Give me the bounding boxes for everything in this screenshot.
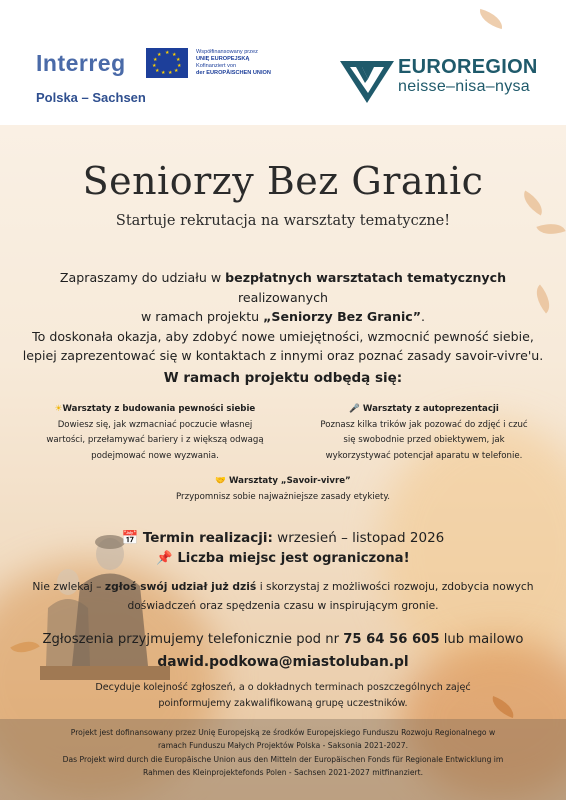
intro-text: . [421, 309, 426, 324]
workshop-confidence [40, 402, 270, 464]
workshop-desc: wartości, przełamywać bariery i z większą odwagą [46, 435, 264, 445]
workshop-title-text: Warsztaty „Savoir-vivre” [229, 476, 351, 486]
eu-text-line: der EUROPÄISCHEN UNION [196, 70, 271, 76]
sun-icon: ☀ [54, 404, 63, 414]
workshop-desc: wykorzystywać potencjał aparatu w telefonie. [325, 450, 523, 461]
selection-note [70, 680, 496, 712]
page-title: Seniorzy Bez Granic [82, 159, 484, 203]
eu-text-line: Współfinansowany przez [196, 49, 258, 55]
interreg-region: Polska – Sachsen [36, 90, 146, 105]
workshop-desc: Dowiesz się, jak wzmacniać poczucie własnej [57, 419, 253, 430]
phone-number[interactable]: 75 64 56 605 [343, 632, 440, 647]
contact-text: lub mailowo [439, 632, 524, 647]
workshop-title [300, 402, 548, 418]
selection-note-line: Decyduje kolejność zgłoszeń, a o dokładnych terminach poszczególnych zajęć [95, 682, 471, 693]
workshop-desc: Przypomnisz sobie najważniejsze zasady etykiety. [176, 491, 390, 502]
funding-note [18, 726, 548, 780]
eu-text-line: UNIĘ EUROPEJSKĄ [196, 56, 250, 62]
intro-line: lepiej zaprezentować się w kontaktach z innymi oraz poznać zasady savoir-vivre'u. [22, 348, 544, 363]
euroregion-subtitle: neisse–nisa–nysa [398, 78, 530, 95]
workshop-desc: się swobodnie przed obiektywem, jak [343, 435, 505, 445]
interreg-logo: Interreg [36, 50, 126, 76]
places-text: Liczba miejsc jest ograniczona! [177, 551, 410, 566]
funding-line: Projekt jest dofinansowany przez Unię Europejską ze środków Europejskiego Funduszu Rozwoju Regionalnego w [70, 728, 496, 737]
workshop-savoir-vivre [120, 474, 446, 505]
microphone-icon: 🎤 [349, 404, 360, 414]
intro-text: w ramach projektu [140, 309, 264, 324]
workshop-title [40, 402, 270, 418]
intro-paragraph [20, 268, 546, 366]
workshops-heading: W ramach projektu odbędą się: [163, 370, 403, 386]
intro-line [20, 268, 546, 307]
cta-text: Nie zwlekaj – [32, 580, 105, 593]
cta-text: i skorzystaj z możliwości rozwoju, zdobycia nowych [256, 580, 534, 593]
selection-note-line: poinformujemy zakwalifikowaną grupę uczestników. [158, 698, 408, 709]
euroregion-logo-icon [340, 57, 394, 103]
email-address[interactable]: dawid.podkowa@miastoluban.pl [157, 654, 409, 670]
workshop-title-text: Warsztaty z budowania pewności siebie [62, 404, 256, 414]
term-label: Termin realizacji: [142, 530, 273, 546]
workshop-selfpresentation [300, 402, 548, 464]
intro-line: To doskonała okazja, aby zdobyć nowe umiejętności, wzmocnić pewność siebie, [32, 328, 534, 344]
eu-text-line: Kofinanziert von [196, 63, 237, 69]
cta-line: doświadczeń oraz spędzenia czasu w inspirującym gronie. [127, 599, 439, 612]
eu-flag-icon: ★ ★ ★ ★ ★ ★ ★ ★ ★ ★ ★ [146, 48, 188, 78]
workshop-desc: podejmować nowe wyzwania. [91, 450, 219, 461]
project-name: „Seniorzy Bez Granic” [263, 309, 422, 324]
page-subtitle: Startuje rekrutacja na warsztaty tematyczne! [115, 213, 451, 229]
cta-line [30, 577, 536, 596]
funding-line: Das Projekt wird durch die Europäische Union aus den Mitteln der Europäischen Fonds für Regionale Entwicklung im [62, 754, 504, 764]
places-line [0, 551, 566, 566]
workshop-title-text: Warsztaty z autoprezentacji [362, 404, 499, 414]
workshop-desc: Poznasz kilka trików jak pozować do zdjęć i czuć [320, 419, 528, 430]
workshop-title [120, 474, 446, 490]
cta-bold: zgłoś swój udział już dziś [104, 580, 257, 593]
intro-text: Zapraszamy do udziału w [59, 270, 226, 285]
intro-text: realizowanych [237, 289, 329, 305]
contact-line [0, 632, 566, 647]
funding-line: Rahmen des Kleinprojektefonds Polen - Sachsen 2021-2027 mitfinanziert. [142, 768, 424, 778]
intro-bold: bezpłatnych warsztatach tematycznych [225, 270, 507, 285]
calendar-icon: 📅 [121, 530, 139, 546]
euroregion-title: EUROREGION [398, 56, 538, 78]
handshake-icon: 🤝 [215, 476, 226, 486]
intro-line [20, 307, 546, 327]
pin-icon: 📌 [156, 551, 173, 566]
eu-cofinancing-text [196, 49, 286, 77]
funding-line: ramach Funduszu Małych Projektów Polska - Saksonia 2021-2027. [157, 741, 409, 751]
term-value: wrzesień – listopad 2026 [272, 530, 445, 546]
contact-text: Zgłoszenia przyjmujemy telefonicznie pod nr [42, 632, 344, 647]
call-to-action [30, 577, 536, 615]
term-line [0, 530, 566, 546]
